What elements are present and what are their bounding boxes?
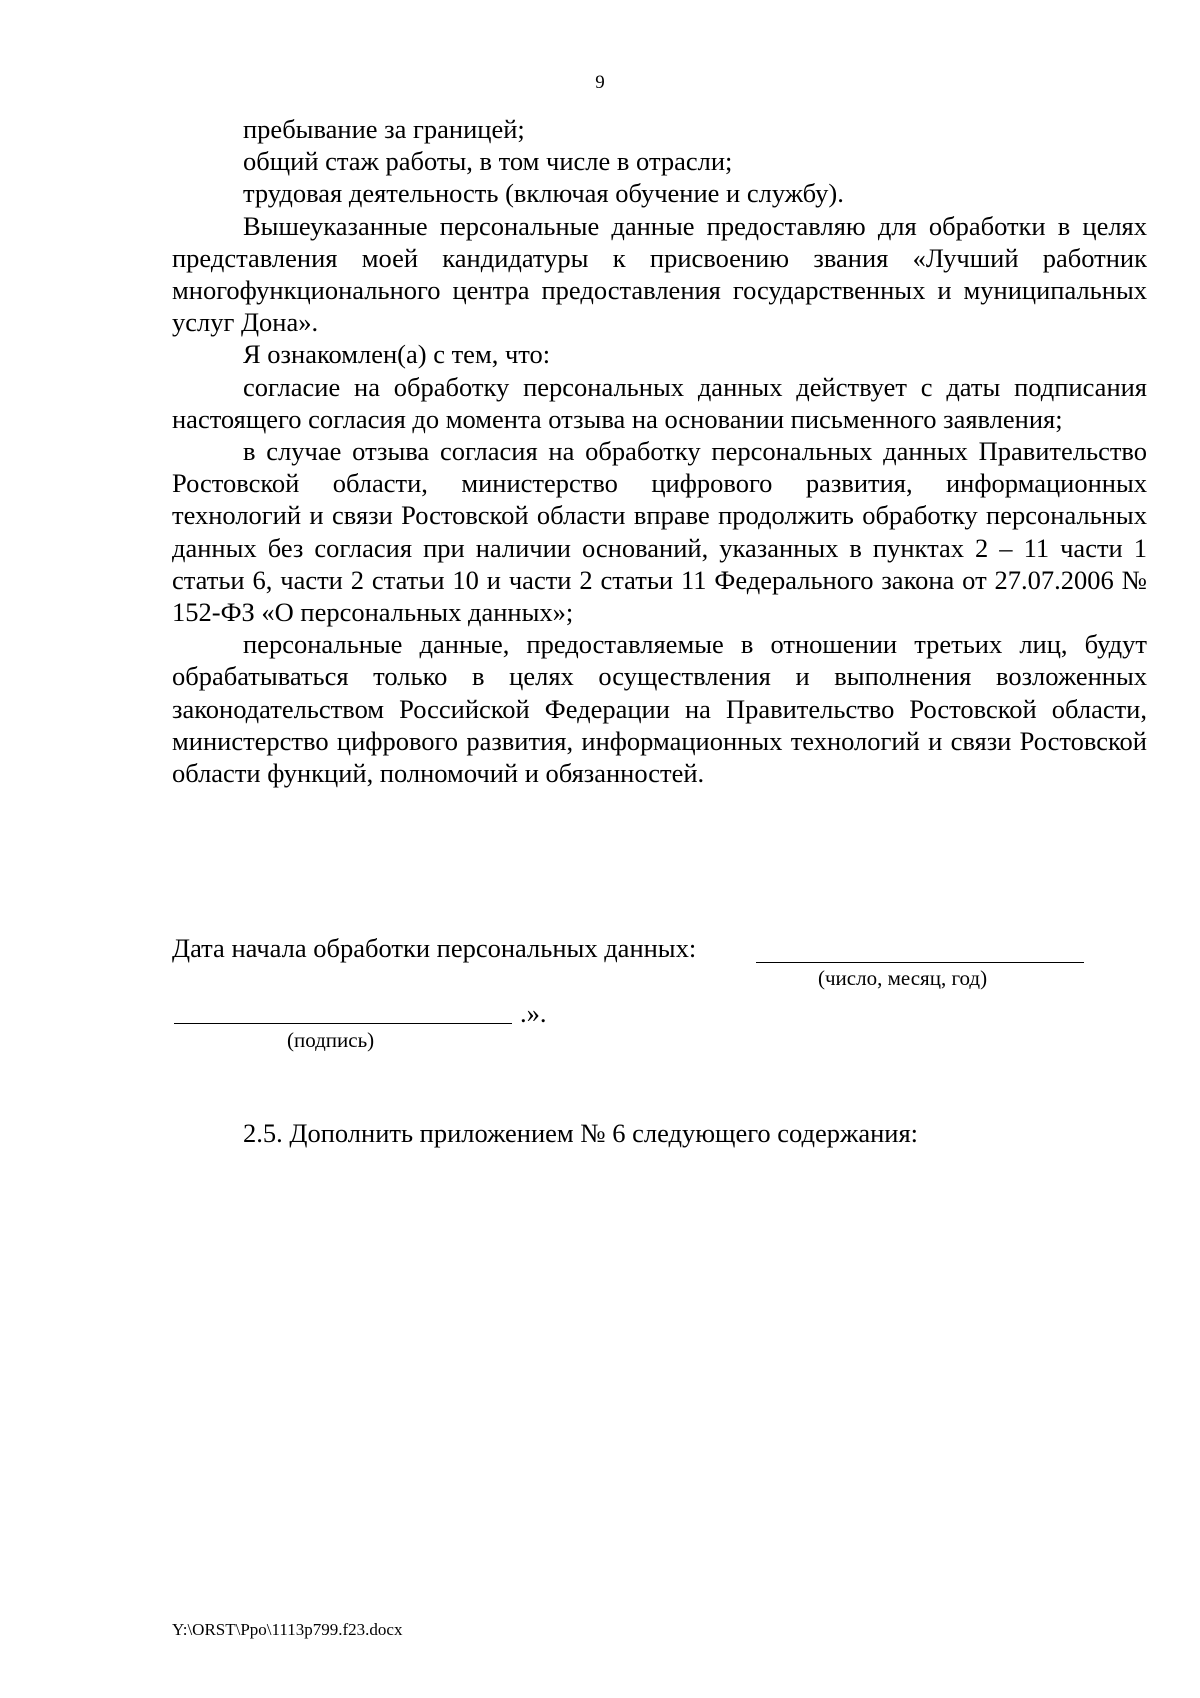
paragraph-consent-purpose: Вышеуказанные персональные данные предоставляю для обработки в целях представления моей кандидатуры к присвоению звания «Лучший работник многофункционального центра предоставления государственных и муниципальных услуг Дона». (172, 210, 1147, 338)
page-number: 9 (595, 72, 605, 93)
paragraph-third-parties: персональные данные, предоставляемые в отношении третьих лиц, будут обрабатываться только в целях осуществления и выполнения возложенных законодательством Российской Федерации на Правительство Ростовской области, министерство цифрового развития, информационных технологий и связи Ростовской области функций, полномочий и обязанностей. (172, 629, 1147, 789)
processing-start-date-label: Дата начала обработки персональных данных: (172, 933, 697, 963)
signature-caption: (подпись) (287, 1028, 375, 1052)
paragraph-total-experience: общий стаж работы, в том числе в отрасли; (243, 146, 733, 177)
signature-closing-quote: .». (520, 998, 547, 1028)
paragraph-work-activity: трудовая деятельность (включая обучение и службу). (243, 178, 844, 209)
paragraph-acknowledged: Я ознакомлен(а) с тем, что: (243, 339, 551, 370)
date-input-line (756, 962, 1084, 963)
signature-input-line (174, 1023, 512, 1024)
footer-file-path: Y:\ORST\Ppo\1113p799.f23.docx (172, 1620, 403, 1639)
date-caption: (число, месяц, год) (818, 966, 988, 990)
paragraph-consent-validity: согласие на обработку персональных данных действует с даты подписания настоящего согласия до момента отзыва на основании письменного заявления; (172, 371, 1147, 434)
paragraph-consent-withdrawal: в случае отзыва согласия на обработку персональных данных Правительство Ростовской области, министерство цифрового развития, информационных технологий и связи Ростовской области вправе продолжить обработку персональных данных без согласия при наличии оснований, указанных в пунктах 2 – 11 части 1 статьи 6, части 2 статьи 10 и части 2 статьи 11 Федерального закона от 27.07.2006 № 152-ФЗ «О персональных данных»; (172, 436, 1147, 628)
section-heading: 2.5. Дополнить приложением № 6 следующего содержания: (243, 1118, 919, 1148)
document-body (172, 113, 1147, 789)
paragraph-abroad-stay: пребывание за границей; (243, 114, 525, 144)
